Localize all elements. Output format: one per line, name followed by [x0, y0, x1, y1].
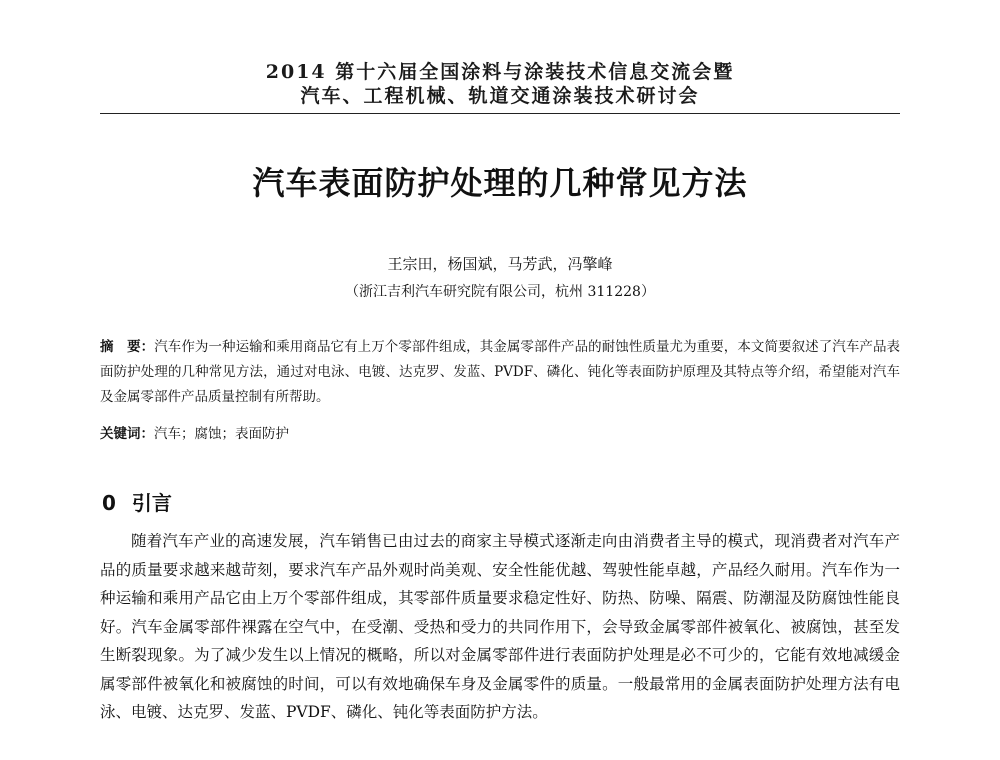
conference-name-line1: 2014 第十六届全国涂料与涂装技术信息交流会暨 — [265, 61, 735, 83]
conference-name-line2: 汽车、工程机械、轨道交通涂装技术研讨会 — [300, 85, 700, 107]
intro-paragraph: 随着汽车产业的高速发展，汽车销售已由过去的商家主导模式逐渐走向由消费者主导的模式，现消费者对汽车产品的质量要求越来越苛刻，要求汽车产品外观时尚美观、安全性能优越、驾驶性能卓越，产品经久耐用。汽车作为一种运输和乘用产品它由上万个零部件组成，其零部件质量要求稳定性好、防热、防噪、隔震、防潮湿及防腐蚀性能良好。汽车金属零部件裸露在空气中，在受潮、受热和受力的共同作用下，会导致金属零部件被氧化、被腐蚀，甚至发生断裂现象。为了减少发生以上情况的概略，所以对金属零部件进行表面防护处理是必不可少的，它能有效地减缓金属零部件被氧化和被腐蚀的时间，可以有效地确保车身及金属零件的质量。一般最常用的金属表面防护处理方法有电泳、电镀、达克罗、发蓝、PVDF、磷化、钝化等表面防护方法。 — [100, 532, 900, 721]
abstract-label: 摘 要： — [100, 339, 155, 355]
abstract — [100, 335, 900, 410]
author-list: 王宗田，杨国斌，马芳武，冯擎峰 — [387, 255, 613, 273]
keywords — [100, 423, 900, 445]
paper-title: 汽车表面防护处理的几种常见方法 — [252, 164, 748, 202]
keywords-label: 关键词： — [100, 426, 154, 442]
author-affiliation: （浙江吉利汽车研究院有限公司，杭州 311228） — [345, 284, 655, 300]
keywords-text: 汽车；腐蚀；表面防护 — [154, 426, 289, 442]
header-divider — [100, 113, 900, 114]
conference-header — [100, 60, 900, 108]
abstract-text: 汽车作为一种运输和乘用商品它有上万个零部件组成，其金属零部件产品的耐蚀性质量尤为重要，本文简要叙述了汽车产品表面防护处理的几种常见方法，通过对电泳、电镀、达克罗、发蓝、PVDF、磷化、钝化等表面防护原理及其特点等介绍，希望能对汽车及金属零部件产品质量控制有所帮助。 — [100, 339, 901, 405]
section-title: 引言 — [131, 491, 172, 515]
section-heading — [102, 487, 902, 516]
section-number: 0 — [102, 491, 116, 515]
